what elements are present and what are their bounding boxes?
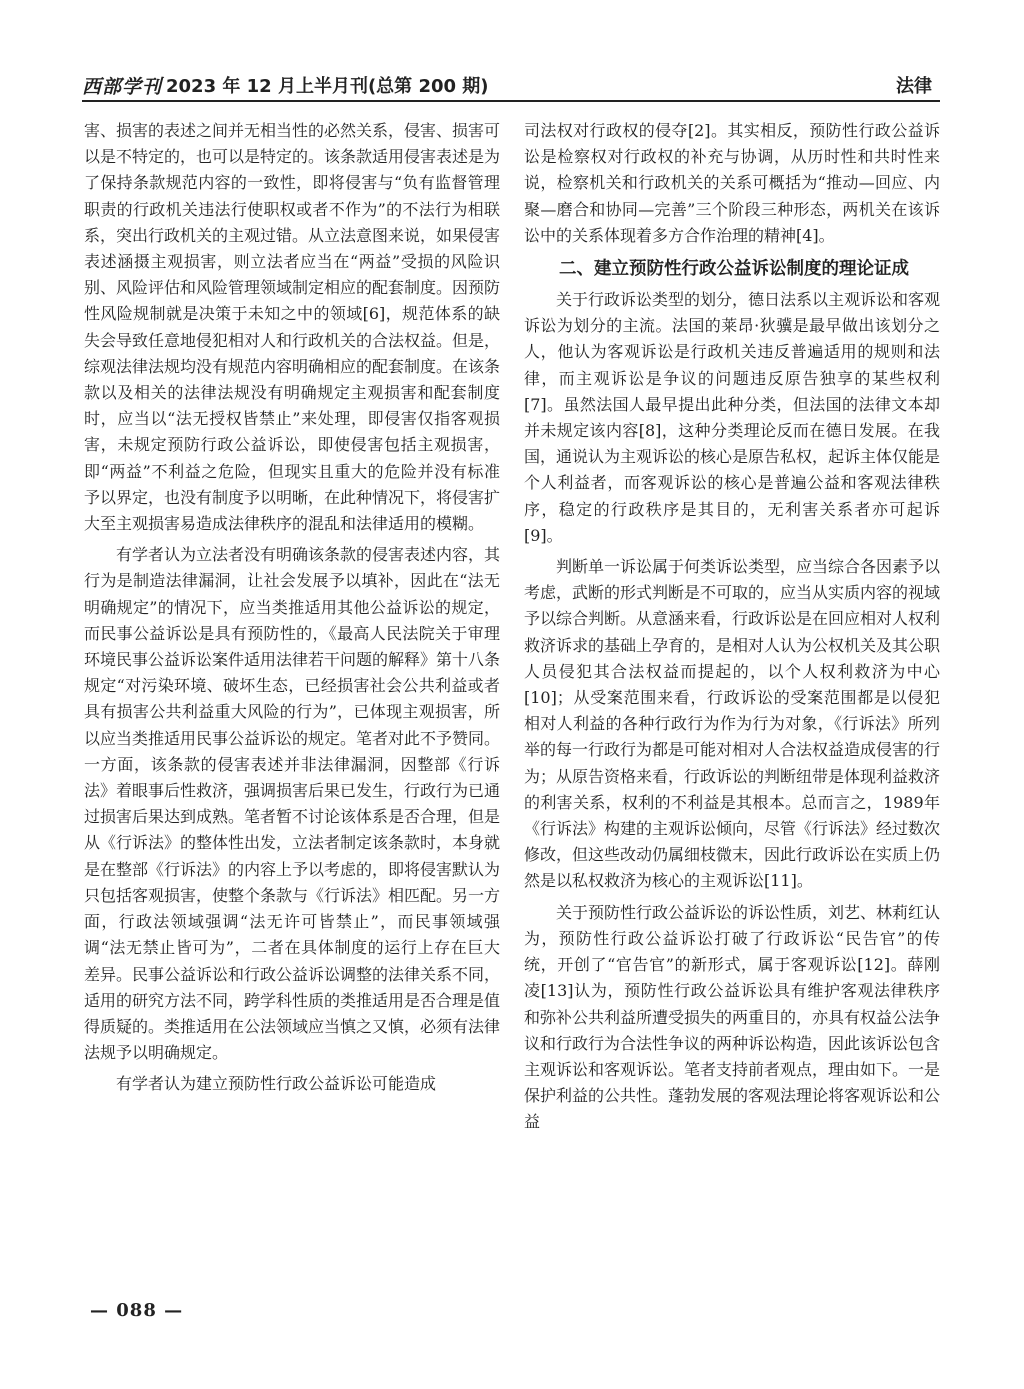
section-name: 法律 — [896, 76, 932, 97]
paragraph: 有学者认为建立预防性行政公益诉讼可能造成 — [116, 1074, 437, 1094]
paragraph: 有学者认为立法者没有明确该条款的侵害表述内容，其行为是制造法律漏洞，让社会发展予以填补，因此在“法无明确规定”的情况下，应当类推适用其他公益诉讼的规定，而民事公益诉讼是具有预防性的，《最高人民法院关于审理环境民事公益诉讼案件适用法律若干问题的解释》第十八条规定“对污染环境、破坏生态，已经损害社会公共利益或者具有损害公共利益重大风险的行为”，已体现主观损害，所以应当类推适用民事公益诉讼的规定。笔者对此不予赞同。一方面，该条款的侵害表述并非法律漏洞，因整部《行诉法》着眼事后性救济，强调损害后果已发生，行政行为已通过损害后果达到成熟。笔者暂不讨论该体系是否合理，但是从《行诉法》的整体性出发，立法者制定该条款时，本身就是在整部《行诉法》的内容上予以考虑的，即将侵害默认为只包括客观损害，使整个条款与《行诉法》相匹配。另一方面，行政法领域强调“法无许可皆禁止”，而民事领域强调“法无禁止皆可为”，二者在具体制度的运行上存在巨大差异。民事公益诉讼和行政公益诉讼调整的法律关系不同，适用的研究方法不同，跨学科性质的类推适用是否合理是值得质疑的。类推适用在公法领域应当慎之又慎，必须有法律法规予以明确规定。 — [84, 545, 501, 1063]
left-column — [84, 118, 500, 1098]
section-heading: 二、建立预防性行政公益诉讼制度的理论证成 — [559, 259, 909, 280]
running-header — [82, 70, 940, 102]
paragraph: 关于预防性行政公益诉讼的诉讼性质，刘艺、林莉红认为，预防性行政公益诉讼打破了行政诉讼“民告官”的传统，开创了“官告官”的新形式，属于客观诉讼[12]。薛刚凌[13]认为，预防性行政公益诉讼具有维护客观法律秩序和弥补公共利益所遭受损失的两重目的，亦具有权益公法争议和行政行为合法性争议的两种诉讼构造，因此该诉讼包含主观诉讼和客观诉讼。笔者支持前者观点，理由如下。一是保护利益的公共性。蓬勃发展的客观法理论将客观诉讼和公益 — [524, 902, 941, 1132]
paragraph: 关于行政诉讼类型的划分，德日法系以主观诉讼和客观诉讼为划分的主流。法国的莱昂·狄骥是最早做出该划分之人，他认为客观诉讼是行政机关违反普遍适用的规则和法律，而主观诉讼是争议的问题违反原告独享的某些权利[7]。虽然法国人最早提出此种分类，但法国的法律文本却并未规定该内容[8]，这种分类理论反而在德日发展。在我国，通说认为主观诉讼的核心是原告私权，起诉主体仅能是个人利益者，而客观诉讼的核心是普遍公益和客观法律秩序，稳定的行政秩序是其目的，无利害关系者亦可起诉[9]。 — [524, 290, 941, 545]
paragraph: 判断单一诉讼属于何类诉讼类型，应当综合各因素予以考虑，武断的形式判断是不可取的，应当从实质内容的视域予以综合判断。从意涵来看，行政诉讼是在回应相对人权利救济诉求的基础上孕育的，是相对人认为公权机关及其公职人员侵犯其合法权益而提起的，以个人权利救济为中心[10]；从受案范围来看，行政诉讼的受案范围都是以侵犯相对人利益的各种行政行为作为行为对象，《行诉法》所列举的每一行政行为都是可能对相对人合法权益造成侵害的行为；从原告资格来看，行政诉讼的判断纽带是体现利益救济的利害关系，权利的不利益是其根本。总而言之，1989年《行诉法》构建的主观诉讼倾向，尽管《行诉法》经过数次修改，但这些改动仍属细枝微末，因此行政诉讼在实质上仍然是以私权救济为核心的主观诉讼[11]。 — [524, 557, 941, 891]
paragraph: 司法权对行政权的侵夺[2]。其实相反，预防性行政公益诉讼是检察权对行政权的补充与协调，从历时性和共时性来说，检察机关和行政机关的关系可概括为“推动—回应、内聚—磨合和协同—完善”三个阶段三种形态，两机关在该诉讼中的关系体现着多方合作治理的精神[4]。 — [524, 121, 940, 245]
issue-info: 2023 年 12 月上半月刊(总第 200 期) — [166, 76, 489, 97]
journal-logo: 西部学刊 — [82, 76, 163, 98]
page-number: — 088 — — [90, 1300, 184, 1321]
paragraph: 害、损害的表述之间并无相当性的必然关系，侵害、损害可以是不特定的，也可以是特定的。该条款适用侵害表述是为了保持条款规范内容的一致性，即将侵害与“负有监督管理职责的行政机关违法行使职权或者不作为”的不法行为相联系，突出行政机关的主观过错。从立法意图来说，如果侵害表述涵摄主观损害，则立法者应当在“两益”受损的风险识别、风险评估和风险管理领域制定相应的配套制度。因预防性风险规制就是决策于未知之中的领域[6]，规范体系的缺失会导致任意地侵犯相对人和行政机关的合法权益。但是，综观法律法规均没有规范内容明确相应的配套制度。在该条款以及相关的法律法规没有明确规定主观损害和配套制度时，应当以“法无授权皆禁止”来处理，即侵害仅指客观损害，未规定预防行政公益诉讼，即使侵害包括主观损害，即“两益”不利益之危险，但现实且重大的危险并没有标准予以界定，也没有制度予以明晰，在此种情况下，将侵害扩大至主观损害易造成法律秩序的混乱和法律适用的模糊。 — [84, 121, 501, 534]
right-column — [524, 118, 940, 1136]
